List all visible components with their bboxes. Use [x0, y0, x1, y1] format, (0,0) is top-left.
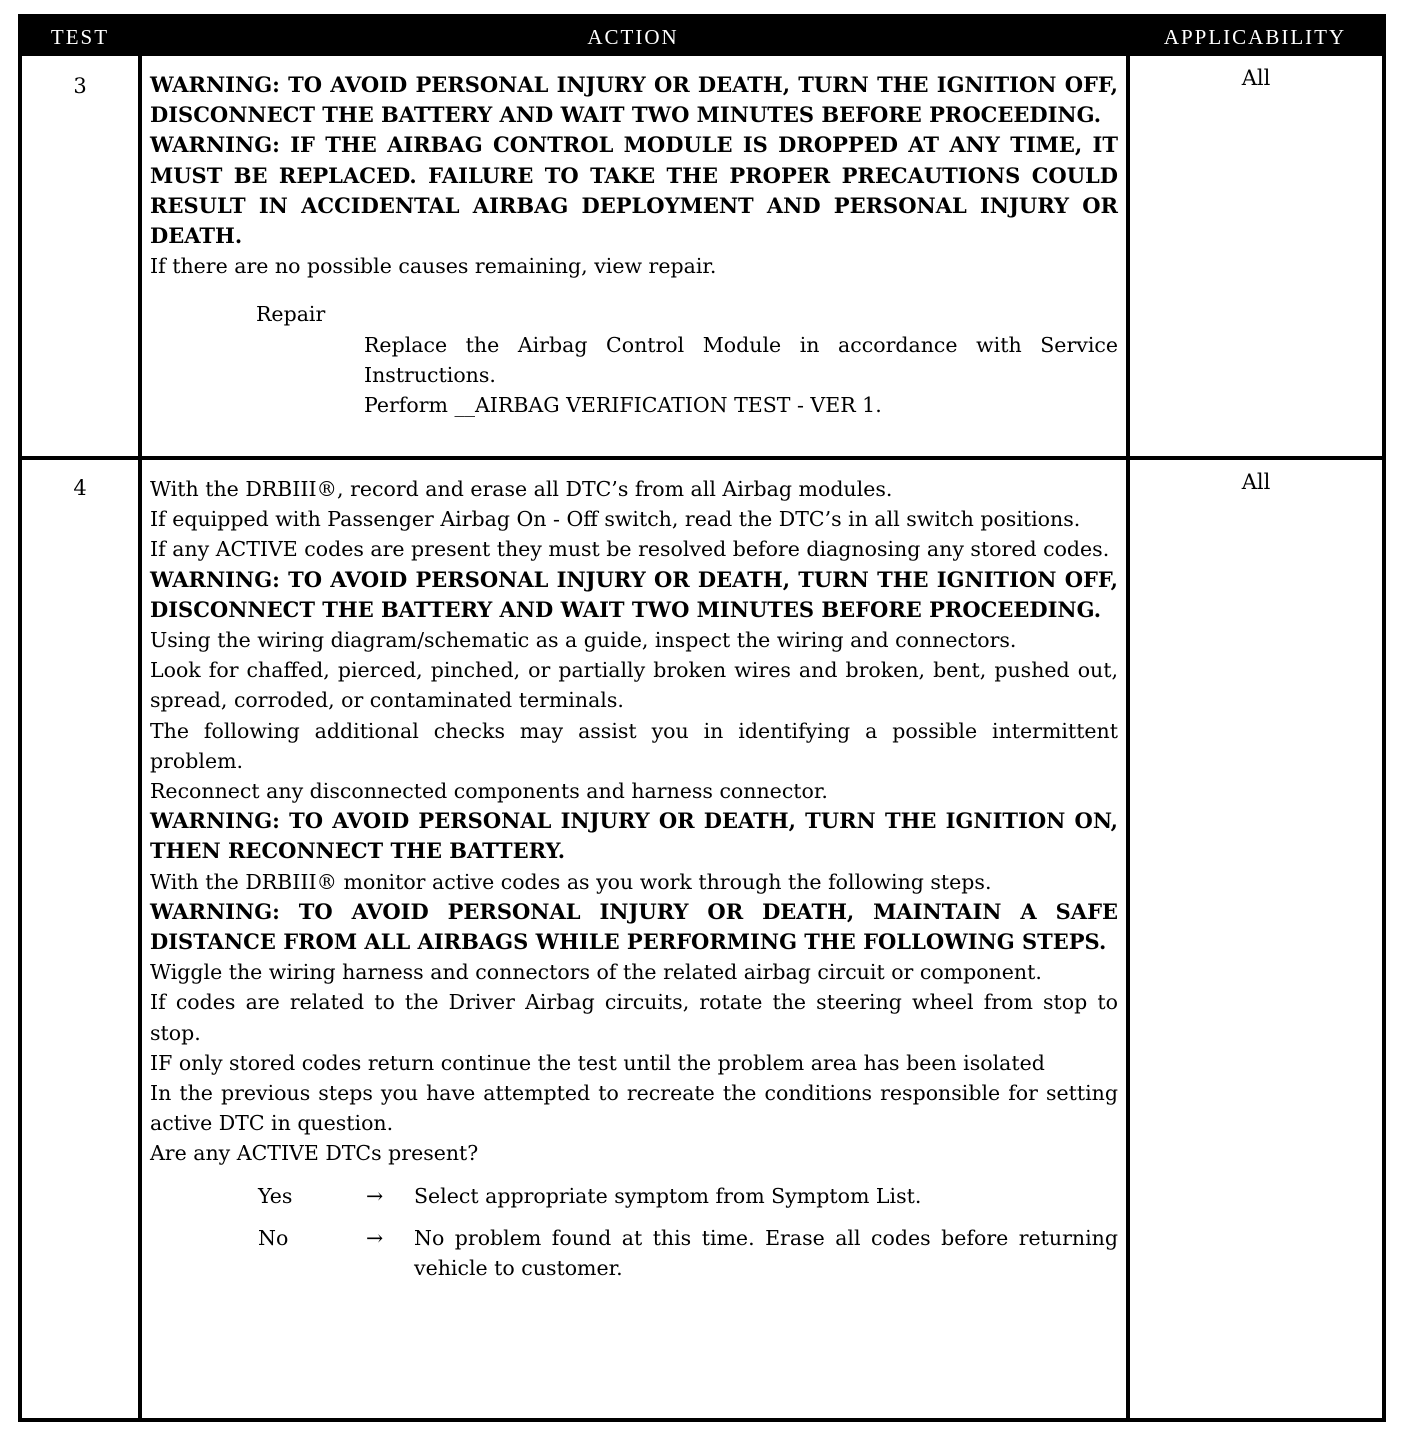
repair-step: Replace the Airbag Control Module in accordance with Service Instructions.	[364, 332, 1118, 387]
diagnostic-table	[18, 14, 1386, 1422]
option-no	[150, 1223, 1118, 1283]
instruction-text: The following additional checks may assist you in identifying a possible intermittent problem.	[150, 718, 1118, 773]
warning-text: WARNING: TO AVOID PERSONAL INJURY OR DEATH, TURN THE IGNITION OFF, DISCONNECT THE BATTERY AND WAIT TWO MINUTES BEFORE PROCEEDING.	[150, 72, 1118, 128]
warning-text: WARNING: TO AVOID PERSONAL INJURY OR DEATH, MAINTAIN A SAFE DISTANCE FROM ALL AIRBAGS WHILE PERFORMING THE FOLLOWING STEPS.	[150, 898, 1118, 955]
option-label: Yes	[258, 1183, 293, 1208]
instruction-text: With the DRBIII®, record and erase all DTC’s from all Airbag modules.	[150, 477, 893, 501]
header-action: ACTION	[587, 24, 679, 49]
option-text: No problem found at this time. Erase all codes before returning vehicle to customer.	[414, 1225, 1118, 1281]
test-number: 4	[73, 476, 87, 500]
warning-text: WARNING: TO AVOID PERSONAL INJURY OR DEATH, TURN THE IGNITION OFF, DISCONNECT THE BATTERY AND WAIT TWO MINUTES BEFORE PROCEEDING.	[150, 566, 1118, 622]
instruction-text: Reconnect any disconnected components and harness connector.	[150, 779, 828, 804]
repair-body	[150, 330, 1118, 421]
table-header	[22, 18, 1382, 56]
warning-text: WARNING: TO AVOID PERSONAL INJURY OR DEATH, TURN THE IGNITION ON, THEN RECONNECT THE BATTERY.	[150, 808, 1118, 864]
instruction-text: Using the wiring diagram/schematic as a guide, inspect the wiring and connectors.	[150, 628, 1017, 653]
repair-label: Repair	[256, 302, 326, 327]
option-label: No	[258, 1225, 289, 1250]
applicability-value: All	[1241, 470, 1271, 494]
instruction-text: If there are no possible causes remaining, view repair.	[150, 254, 717, 279]
header-applicability: APPLICABILITY	[1163, 24, 1347, 49]
table-row-test-4	[22, 460, 1382, 1418]
header-test: TEST	[50, 24, 110, 49]
option-text: Select appropriate symptom from Symptom List.	[414, 1183, 922, 1208]
instruction-text: Look for chaffed, pierced, pinched, or partially broken wires and broken, bent, pushed out, spread, corroded, or contaminated terminals.	[150, 658, 1118, 713]
instruction-text: If equipped with Passenger Airbag On - Off switch, read the DTC’s in all switch positions.	[150, 507, 1081, 532]
warning-text: WARNING: IF THE AIRBAG CONTROL MODULE IS DROPPED AT ANY TIME, IT MUST BE REPLACED. FAILURE TO TAKE THE PROPER PRECAUTIONS COULD RESULT IN ACCIDENTAL AIRBAG DEPLOYMENT AND PERSONAL INJURY OR DEATH.	[150, 132, 1118, 249]
option-yes	[150, 1181, 1118, 1211]
action-cell	[138, 56, 1130, 456]
instruction-text: In the previous steps you have attempted to recreate the conditions responsible for setting active DTC in question.	[150, 1081, 1118, 1136]
question-text: Are any ACTIVE DTCs present?	[150, 1141, 479, 1166]
instruction-text: IF only stored codes return continue the test until the problem area has been isolated	[150, 1050, 1045, 1075]
action-cell	[138, 460, 1130, 1418]
instruction-text: With the DRBIII® monitor active codes as you work through the following steps.	[150, 869, 992, 894]
instruction-text: If codes are related to the Driver Airbag circuits, rotate the steering wheel from stop to stop.	[150, 990, 1118, 1045]
instruction-text: Wiggle the wiring harness and connectors of the related airbag circuit or component.	[150, 960, 1042, 985]
table-row-test-3	[22, 56, 1382, 460]
applicability-value: All	[1241, 66, 1271, 90]
repair-step: Perform __AIRBAG VERIFICATION TEST - VER 1.	[364, 393, 882, 418]
test-number: 3	[73, 74, 87, 98]
arrow-icon: →	[366, 1183, 384, 1208]
arrow-icon: →	[366, 1225, 384, 1250]
instruction-text: If any ACTIVE codes are present they must be resolved before diagnosing any stored codes.	[150, 537, 1110, 562]
